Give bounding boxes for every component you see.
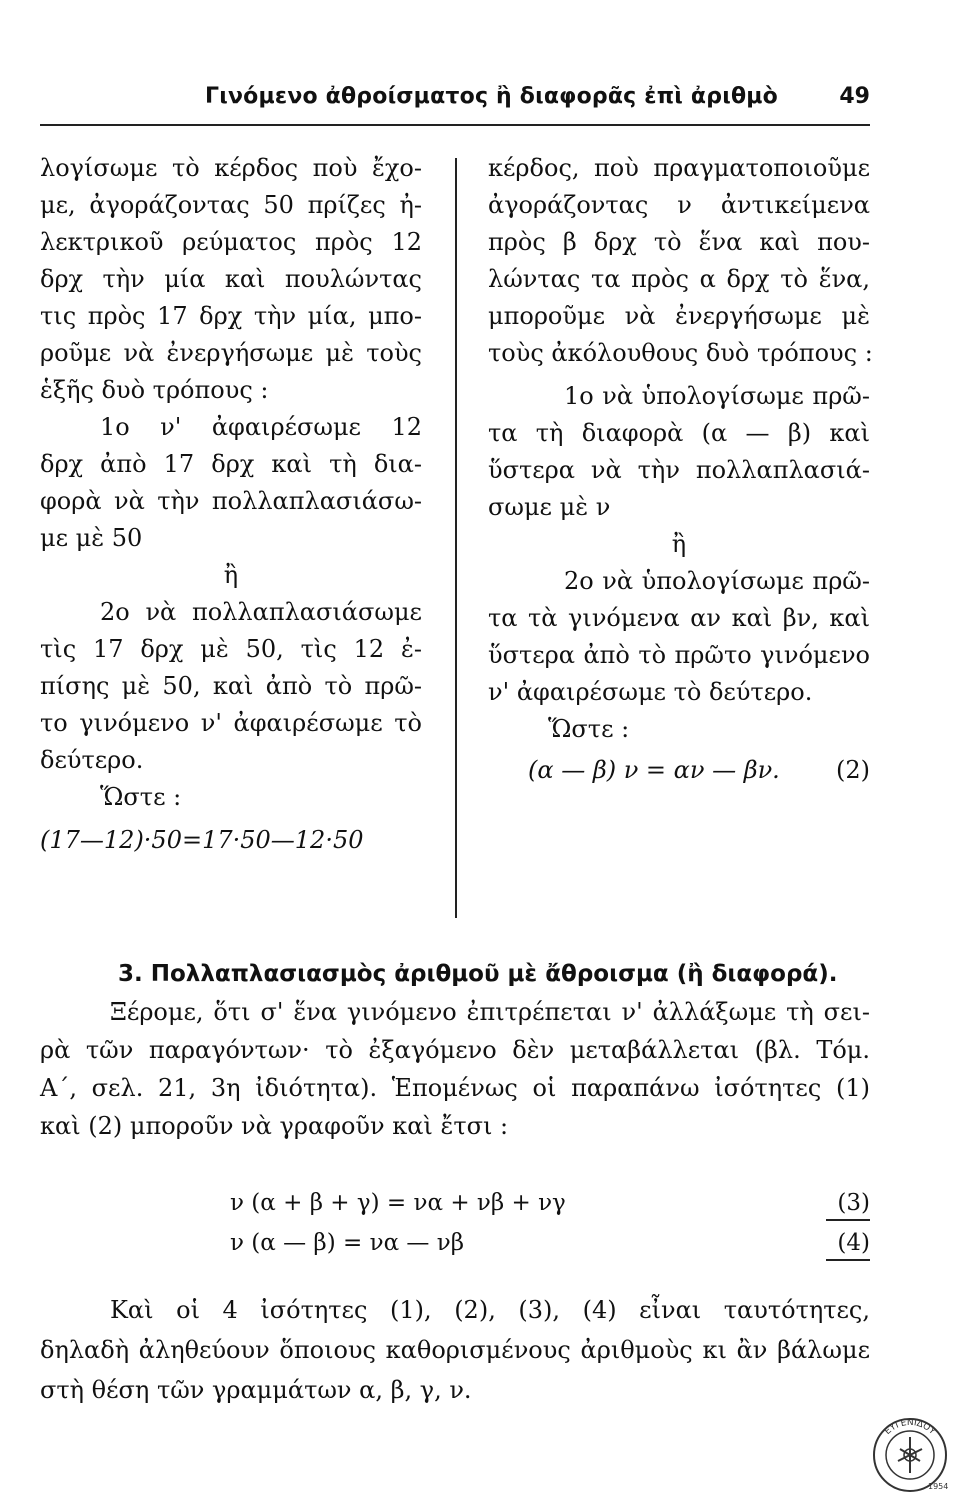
equation-number: (4) (837, 1230, 870, 1256)
column-rule (455, 158, 457, 918)
formula-2-number: (2) (836, 756, 870, 784)
text-line: Ξέρομε, ὅτι σ' ἕνα γινόμενο ἐπιτρέπεται ν' ἀλλάξωμε τὴ σει- (110, 998, 870, 1026)
seal-text-top: ΕΥΓΕΝΙΔΟΥ (882, 1417, 938, 1437)
text-line: το γινόμενο ν' ἀφαιρέσωμε τὸ (40, 709, 422, 737)
text-line: δεύτερο. (40, 746, 144, 774)
text-line: ρὰ τῶν παραγόντων· τὸ ἐξαγόμενο δὲν μεταβάλλεται (βλ. Τόμ. (40, 1036, 870, 1064)
svg-text:ΕΥΓΕΝΙΔΟΥ (883, 1418, 937, 1437)
text-line: με μὲ 50 (40, 524, 143, 552)
text-line: ἑξῆς δυὸ τρόπους : (40, 376, 269, 404)
equations-block (40, 1183, 870, 1263)
text-line: ὕστερα νὰ τὴν πολλαπλασιά- (488, 456, 870, 484)
text-line: λεκτρικοῦ ρεύματος πρὸς 12 (40, 228, 422, 256)
header-rule (40, 124, 870, 126)
formula-2 (488, 752, 870, 789)
text-line: Α΄, σελ. 21, 3η ἰδιότητα). Ἑπομένως οἱ παραπάνω ἰσότητες (1) (40, 1074, 870, 1102)
section-3 (40, 955, 870, 1145)
equation-number-rule (826, 1259, 870, 1261)
text-line: δηλαδὴ ἀληθεύουν ὅποιους καθορισμένους ἀριθμοὺς κι ἂν βάλωμε (40, 1336, 870, 1364)
text-line: Ὥστε : (548, 715, 630, 743)
text-line: Καὶ οἱ 4 ἰσότητες (1), (2), (3), (4) εἶναι ταυτότητες, (110, 1296, 870, 1324)
text-line: τα τὴ διαφορὰ (α — β) καὶ (488, 419, 870, 447)
formula-1: (17—12)·50=17·50—12·50 (40, 826, 364, 854)
page-header (40, 84, 870, 120)
right-column (488, 150, 873, 789)
text-line: φορὰ νὰ τὴν πολλαπλασιάσω- (40, 487, 422, 515)
text-line: ἢ (671, 530, 687, 558)
equation-3 (40, 1183, 870, 1223)
final-paragraph (40, 1290, 870, 1410)
text-line: ν' ἀφαιρέσωμε τὸ δεύτερο. (488, 678, 813, 706)
text-line: ἢ (223, 561, 239, 589)
text-line: δρχ τὴν μία καὶ πουλώντας (40, 265, 422, 293)
text-line: κέρδος, ποὺ πραγματοποιοῦμε (488, 154, 870, 182)
text-line: στὴ θέση τῶν γραμμάτων α, β, γ, ν. (40, 1376, 472, 1404)
text-line: λώντας τα πρὸς α δρχ τὸ ἕνα, (488, 265, 870, 293)
text-line: ὕστερα ἀπὸ τὸ πρῶτο γινόμενο (488, 641, 870, 669)
text-line: 1ο ν' ἀφαιρέσωμε 12 (100, 413, 422, 441)
text-line: σωμε μὲ ν (488, 493, 611, 521)
equation-4 (40, 1223, 870, 1263)
text-line: τις πρὸς 17 δρχ τὴν μία, μπο- (40, 302, 422, 330)
seal-year: 1954 (928, 1482, 949, 1491)
formula-2-text: (α — β) ν = αν — βν. (528, 756, 780, 784)
equation-text: ν (α + β + γ) = να + νβ + νγ (230, 1190, 566, 1216)
section-heading: 3. Πολλαπλασιασμὸς ἀριθμοῦ μὲ ἄθροισμα (ἢ διαφορά). (118, 961, 838, 987)
text-line: πρὸς β δρχ τὸ ἕνα καὶ που- (488, 228, 870, 256)
text-line: 2ο νὰ πολλαπλασιάσωμε (100, 598, 422, 626)
running-title: Γινόμενο ἀθροίσματος ἢ διαφορᾶς ἐπὶ ἀριθμὸ (205, 84, 778, 109)
text-line: ἀγοράζοντας ν ἀντικείμενα (488, 191, 870, 219)
equation-text: ν (α — β) = να — νβ (230, 1230, 464, 1256)
text-line: με, ἀγοράζοντας 50 πρίζες ἠ- (40, 191, 422, 219)
left-column (40, 150, 422, 859)
text-line: μποροῦμε νὰ ἐνεργήσωμε μὲ (488, 302, 870, 330)
equation-number-rule (826, 1219, 870, 1221)
text-line: 2ο νὰ ὑπολογίσωμε πρῶ- (564, 567, 870, 595)
text-line: πίσης μὲ 50, καὶ ἀπὸ τὸ πρῶ- (40, 672, 422, 700)
text-line: τα τὰ γινόμενα αν καὶ βν, καὶ (488, 604, 870, 632)
text-line: ροῦμε νὰ ἐνεργήσωμε μὲ τοὺς (40, 339, 422, 367)
page-number: 49 (839, 84, 870, 109)
equation-number: (3) (837, 1190, 870, 1216)
text-line: λογίσωμε τὸ κέρδος ποὺ ἔχο- (40, 154, 422, 182)
text-line: Ὥστε : (100, 783, 182, 811)
text-line: δρχ ἀπὸ 17 δρχ καὶ τὴ δια- (40, 450, 422, 478)
text-line: καὶ (2) μποροῦν νὰ γραφοῦν καὶ ἔτσι : (40, 1112, 509, 1140)
foundation-seal-icon (870, 1415, 950, 1495)
text-line: τὶς 17 δρχ μὲ 50, τὶς 12 ἐ- (40, 635, 422, 663)
text-line: τοὺς ἀκόλουθους δυὸ τρόπους : (488, 339, 873, 367)
text-line: 1ο νὰ ὑπολογίσωμε πρῶ- (564, 382, 870, 410)
